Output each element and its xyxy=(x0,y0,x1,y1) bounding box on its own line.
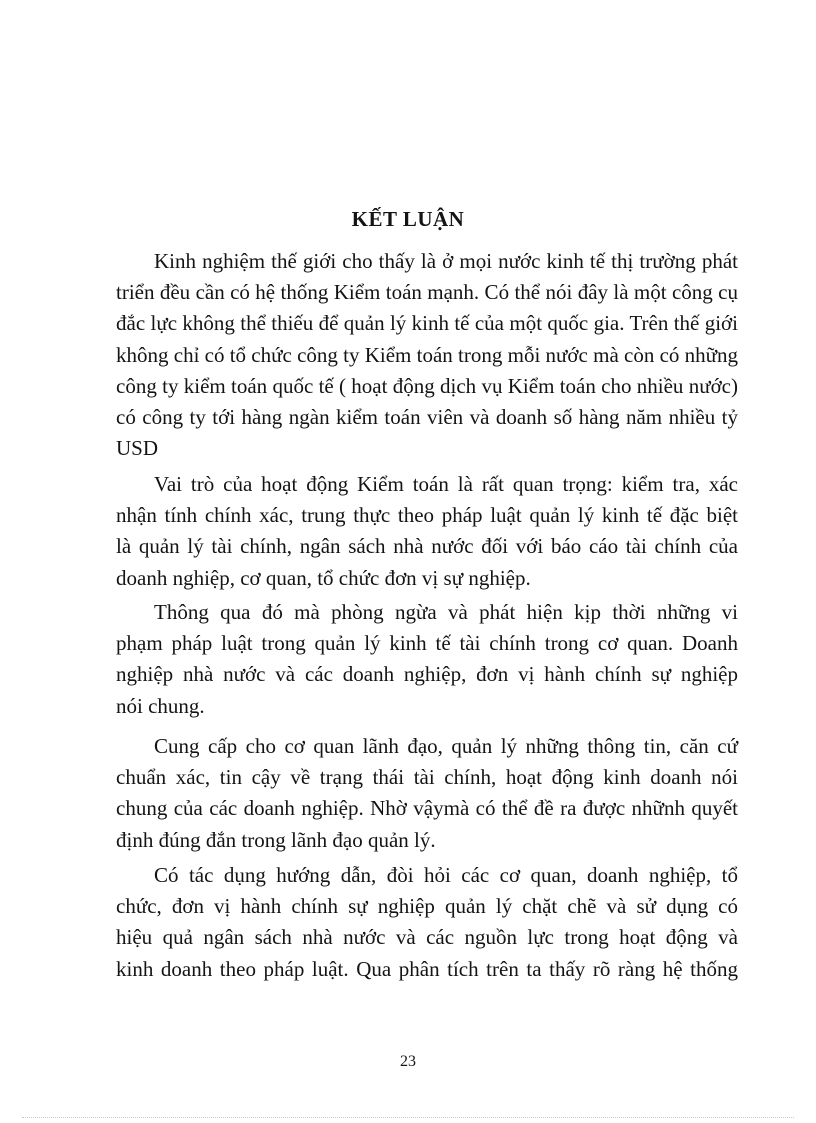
text-line: đắc lực không thể thiếu để quản lý kinh tế của một quốc gia. Trên thế giới xyxy=(116,311,738,336)
text-line: kinh doanh theo pháp luật. Qua phân tích trên ta thấy rõ ràng hệ thống xyxy=(116,956,738,981)
text-line: Cung cấp cho cơ quan lãnh đạo, quản lý những thông tin, căn cứ xyxy=(154,734,738,758)
text-line: chung của các doanh nghiệp. Nhờ vậymà có thể đề ra được nhữnh quyết xyxy=(116,796,738,821)
paragraph-1 xyxy=(116,246,738,464)
text-line: USD xyxy=(116,436,159,461)
text-line: doanh nghiệp, cơ quan, tổ chức đơn vị sự nghiệp. xyxy=(116,565,531,590)
text-line: không chỉ có tổ chức công ty Kiểm toán trong mỗi nước mà còn có những xyxy=(116,342,739,367)
text-line: Thông qua đó mà phòng ngừa và phát hiện kịp thời những vi xyxy=(154,600,738,624)
page-number: 23 xyxy=(400,1053,416,1070)
text-line: Kinh nghiệm thế giới cho thấy là ở mọi nước kinh tế thị trường phát xyxy=(154,249,738,273)
text-line: nhận tính chính xác, trung thực theo pháp luật quản lý kinh tế đặc biệt xyxy=(116,503,738,528)
text-line: chức, đơn vị hành chính sự nghiệp quản lý chặt chẽ và sử dụng có xyxy=(116,894,738,919)
text-line: định đúng đắn trong lãnh đạo quản lý. xyxy=(116,827,436,852)
text-line: Có tác dụng hướng dẫn, đòi hỏi các cơ quan, doanh nghiệp, tổ xyxy=(154,863,738,887)
paragraph-3 xyxy=(116,597,738,722)
text-line: công ty kiểm toán quốc tế ( hoạt động dịch vụ Kiểm toán cho nhiều nước) xyxy=(116,373,738,398)
text-line: phạm pháp luật trong quản lý kinh tế tài chính trong cơ quan. Doanh xyxy=(116,631,738,656)
footer-divider xyxy=(22,1117,794,1118)
paragraph-4 xyxy=(116,731,738,856)
text-line: chuẩn xác, tin cậy về trạng thái tài chính, hoạt động kinh doanh nói xyxy=(116,765,738,790)
text-line: nghiệp nhà nước và các doanh nghiệp, đơn vị hành chính sự nghiệp xyxy=(116,662,738,687)
text-line: là quản lý tài chính, ngân sách nhà nước đối với báo cáo tài chính của xyxy=(116,534,738,559)
text-line: có công ty tới hàng ngàn kiểm toán viên và doanh số hàng năm nhiều tỷ xyxy=(116,405,738,430)
paragraph-2 xyxy=(116,469,738,594)
text-line: Vai trò của hoạt động Kiểm toán là rất quan trọng: kiểm tra, xác xyxy=(154,472,738,496)
paragraph-5 xyxy=(116,860,738,985)
text-line: triển đều cần có hệ thống Kiểm toán mạnh. Có thể nói đây là một công cụ xyxy=(116,280,738,305)
text-line: nói chung. xyxy=(116,693,205,718)
text-line: hiệu quả ngân sách nhà nước và các nguồn lực trong hoạt động và xyxy=(116,925,738,950)
document-heading: KẾT LUẬN xyxy=(351,207,465,231)
